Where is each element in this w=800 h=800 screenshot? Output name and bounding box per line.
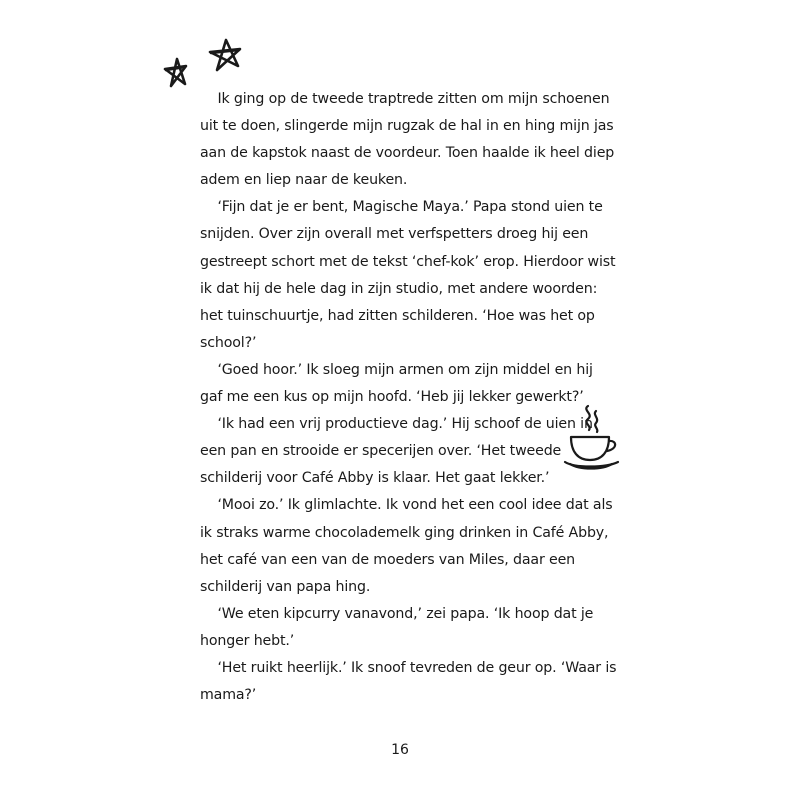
- text-line: uit te doen, slingerde mijn rugzak de hal in en hing mijn jas: [200, 118, 614, 135]
- text-line: ‘Het ruikt heerlijk.’ Ik snoof tevreden de geur op. ‘Waar is: [200, 659, 617, 676]
- text-line: ik dat hij de hele dag in zijn studio, met andere woorden:: [200, 280, 598, 297]
- hand-drawn-stars-icon: [160, 36, 250, 91]
- text-line: ik straks warme chocolademelk ging drinken in Café Abby,: [200, 524, 609, 541]
- text-line: schilderij van papa hing.: [200, 578, 371, 595]
- text-line: Ik ging op de tweede traptrede zitten om mijn schoenen: [200, 91, 610, 107]
- text-line: ‘Goed hoor.’ Ik sloeg mijn armen om zijn middel en hij: [200, 361, 593, 378]
- text-line: honger hebt.’: [200, 632, 295, 649]
- coffee-cup-doodle-icon: [562, 402, 624, 474]
- body-text: [200, 86, 617, 709]
- text-line: snijden. Over zijn overall met verfspetters droeg hij een: [200, 226, 589, 243]
- text-line: het café van een van de moeders van Miles, daar een: [200, 551, 575, 568]
- text-line: aan de kapstok naast de voordeur. Toen haalde ik heel diep: [200, 145, 615, 162]
- text-line: ‘Ik had een vrij productieve dag.’ Hij schoof de uien in: [200, 416, 593, 433]
- text-line: gestreept schort met de tekst ‘chef-kok’ erop. Hierdoor wist: [200, 253, 616, 270]
- text-line: school?’: [200, 334, 257, 351]
- text-line: ‘Mooi zo.’ Ik glimlachte. Ik vond het een cool idee dat als: [200, 497, 613, 514]
- text-line: het tuinschuurtje, had zitten schilderen. ‘Hoe was het op: [200, 307, 595, 324]
- text-line: mama?’: [200, 687, 257, 704]
- text-line: schilderij voor Café Abby is klaar. Het gaat lekker.’: [200, 470, 550, 487]
- text-line: gaf me een kus op mijn hoofd. ‘Heb jij lekker gewerkt?’: [200, 389, 584, 406]
- text-line: ‘Fijn dat je er bent, Magische Maya.’ Papa stond uien te: [200, 199, 603, 216]
- text-line: ‘We eten kipcurry vanavond,’ zei papa. ‘Ik hoop dat je: [200, 605, 594, 622]
- text-line: een pan en strooide er specerijen over. ‘Het tweede: [200, 443, 562, 460]
- page-number: 16: [391, 742, 409, 758]
- text-line: adem en liep naar de keuken.: [200, 172, 408, 189]
